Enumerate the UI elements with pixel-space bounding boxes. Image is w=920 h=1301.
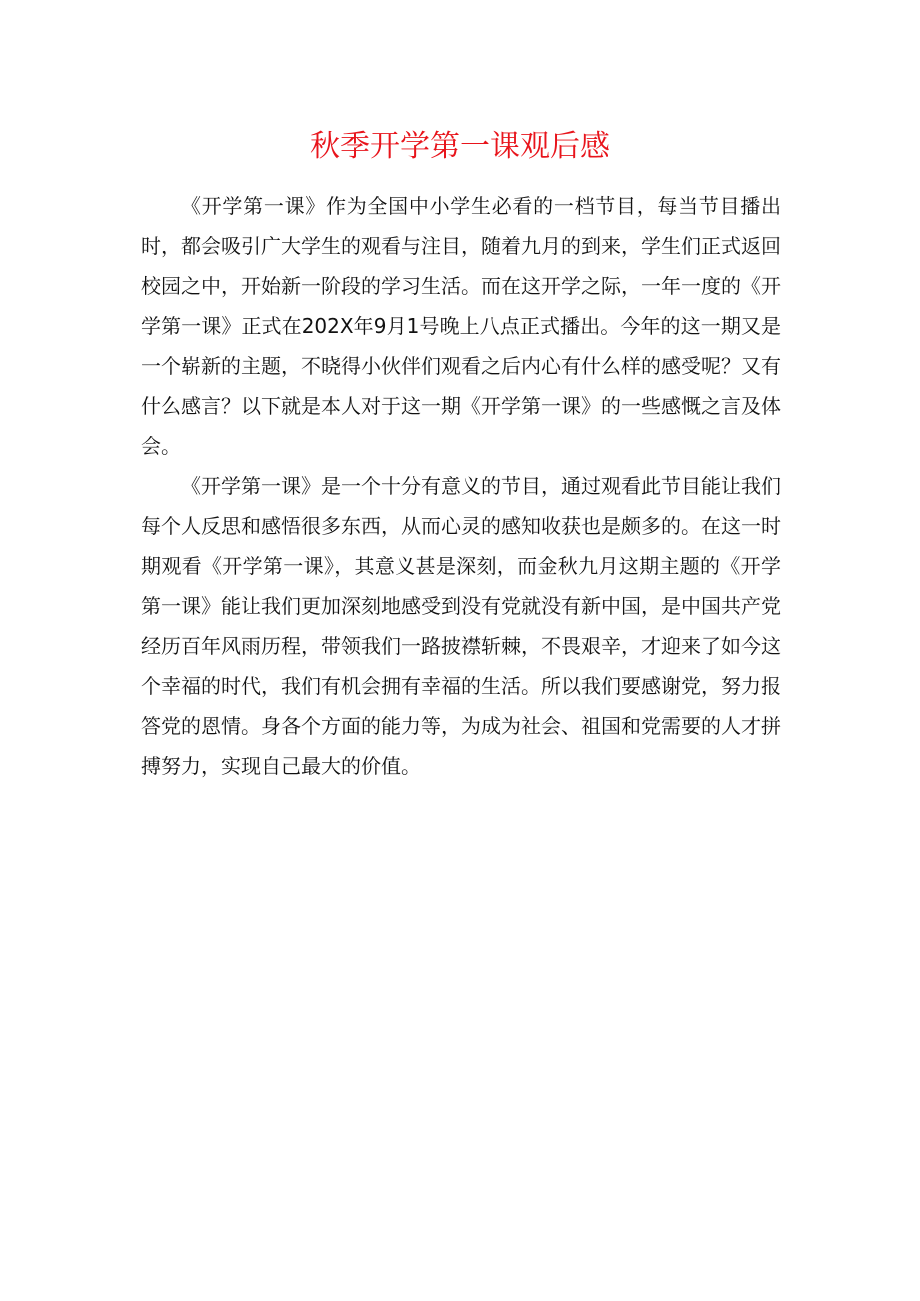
document-title: 秋季开学第一课观后感 xyxy=(310,129,610,164)
document-body xyxy=(141,186,781,786)
paragraph-2: 《开学第一课》是一个十分有意义的节目，通过观看此节目能让我们每个人反思和感悟很多东西，从而心灵的感知收获也是颇多的。在这一时期观看《开学第一课》，其意义甚是深刻，而金秋九月这期主题的《开学第一课》能让我们更加深刻地感受到没有党就没有新中国，是中国共产党经历百年风雨历程，带领我们一路披襟斩棘，不畏艰辛，才迎来了如今这个幸福的时代，我们有机会拥有幸福的生活。所以我们要感谢党，努力报答党的恩情。身各个方面的能力等，为成为社会、祖国和党需要的人才拼搏努力，实现自己最大的价值。 xyxy=(141,474,781,778)
paragraph-1: 《开学第一课》作为全国中小学生必看的一档节目，每当节目播出时，都会吸引广大学生的观看与注目，随着九月的到来，学生们正式返回校园之中，开始新一阶段的学习生活。而在这开学之际，一年一度的《开学第一课》正式在202X年9月1号晚上八点正式播出。今年的这一期又是一个崭新的主题，不晓得小伙伴们观看之后内心有什么样的感受呢？又有什么感言？以下就是本人对于这一期《开学第一课》的一些感慨之言及体会。 xyxy=(141,194,781,458)
